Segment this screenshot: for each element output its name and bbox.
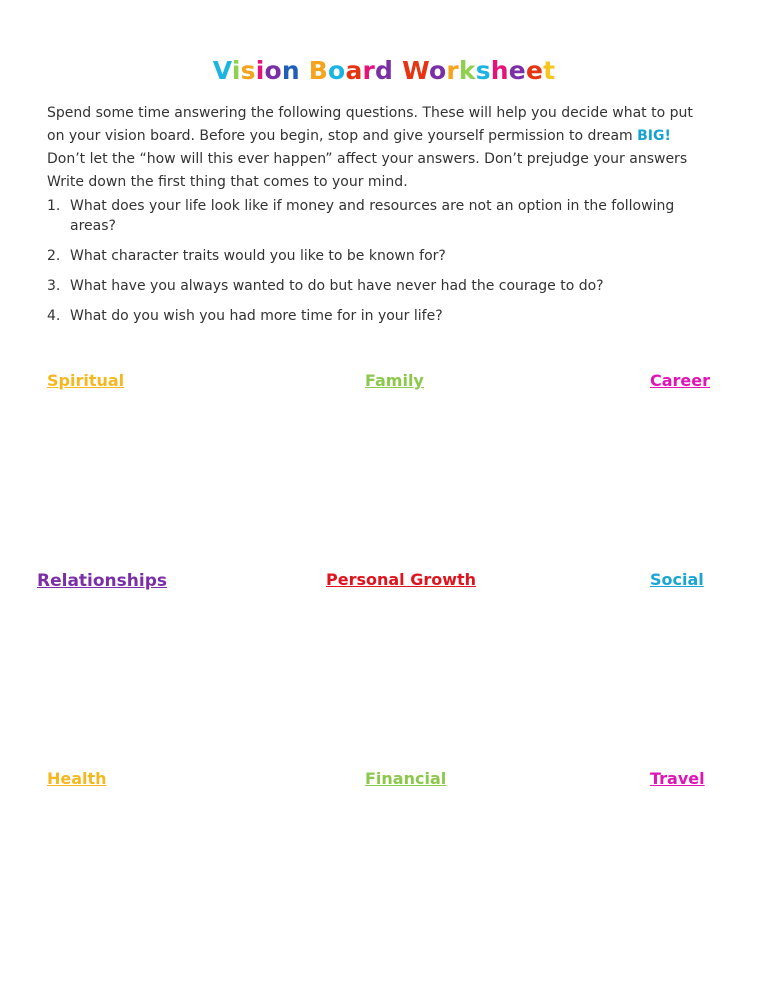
question-text-continued: areas? bbox=[70, 218, 116, 234]
question-text: What do you wish you had more time for in your life? bbox=[70, 308, 443, 324]
page-title bbox=[0, 56, 768, 85]
title-letter bbox=[393, 56, 402, 85]
area-heading-career: Career bbox=[650, 371, 711, 390]
title-letter: V bbox=[212, 56, 232, 85]
title-letter: e bbox=[508, 56, 526, 85]
title-letter: a bbox=[345, 56, 363, 85]
intro-line-2-text: on your vision board. Before you begin, stop and give yourself permission to dream bbox=[47, 128, 638, 144]
title-letter: k bbox=[458, 56, 476, 85]
question-text: What have you always wanted to do but have never had the courage to do? bbox=[70, 278, 604, 294]
question-number: 3. bbox=[47, 278, 61, 294]
title-letter: o bbox=[328, 56, 346, 85]
question-item bbox=[47, 306, 727, 326]
question-item bbox=[47, 246, 727, 266]
title-letter: s bbox=[475, 56, 491, 85]
title-letter: t bbox=[543, 56, 556, 85]
title-letter bbox=[300, 56, 309, 85]
area-heading-social: Social bbox=[650, 570, 704, 589]
title-letter: h bbox=[490, 56, 509, 85]
title-letter: o bbox=[264, 56, 282, 85]
question-text: What character traits would you like to be known for? bbox=[70, 248, 446, 264]
question-text: What does your life look like if money and resources are not an option in the following bbox=[70, 198, 675, 214]
intro-line-2 bbox=[47, 125, 737, 148]
question-list bbox=[47, 196, 727, 336]
intro-paragraph bbox=[47, 102, 737, 194]
area-heading-personal-growth: Personal Growth bbox=[326, 570, 477, 589]
title-letter: s bbox=[240, 56, 256, 85]
area-heading-spiritual: Spiritual bbox=[47, 371, 125, 390]
title-letter: n bbox=[281, 56, 300, 85]
title-letter: r bbox=[446, 56, 459, 85]
title-letter: W bbox=[402, 56, 429, 85]
title-letter: B bbox=[308, 56, 329, 85]
intro-line-4: Write down the first thing that comes to your mind. bbox=[47, 174, 408, 190]
title-letter: d bbox=[375, 56, 394, 85]
area-heading-health: Health bbox=[47, 769, 107, 788]
title-letter: e bbox=[525, 56, 544, 85]
intro-line-3: Don’t let the “how will this ever happen” affect your answers. Don’t prejudge your answers bbox=[47, 151, 688, 167]
title-letter: i bbox=[255, 56, 265, 85]
area-heading-relationships: Relationships bbox=[37, 571, 167, 591]
area-heading-family: Family bbox=[365, 371, 424, 390]
area-heading-financial: Financial bbox=[365, 769, 447, 788]
question-number: 2. bbox=[47, 248, 61, 264]
area-heading-travel: Travel bbox=[650, 769, 705, 788]
title-letter: r bbox=[362, 56, 376, 85]
question-item bbox=[47, 196, 727, 236]
title-letter: o bbox=[428, 56, 447, 85]
big-emphasis: BIG! bbox=[637, 128, 671, 144]
title-letter: i bbox=[231, 56, 241, 85]
question-item bbox=[47, 276, 727, 296]
question-number: 4. bbox=[47, 308, 61, 324]
intro-line-1: Spend some time answering the following questions. These will help you decide what to put bbox=[47, 105, 693, 121]
question-number: 1. bbox=[47, 198, 61, 214]
